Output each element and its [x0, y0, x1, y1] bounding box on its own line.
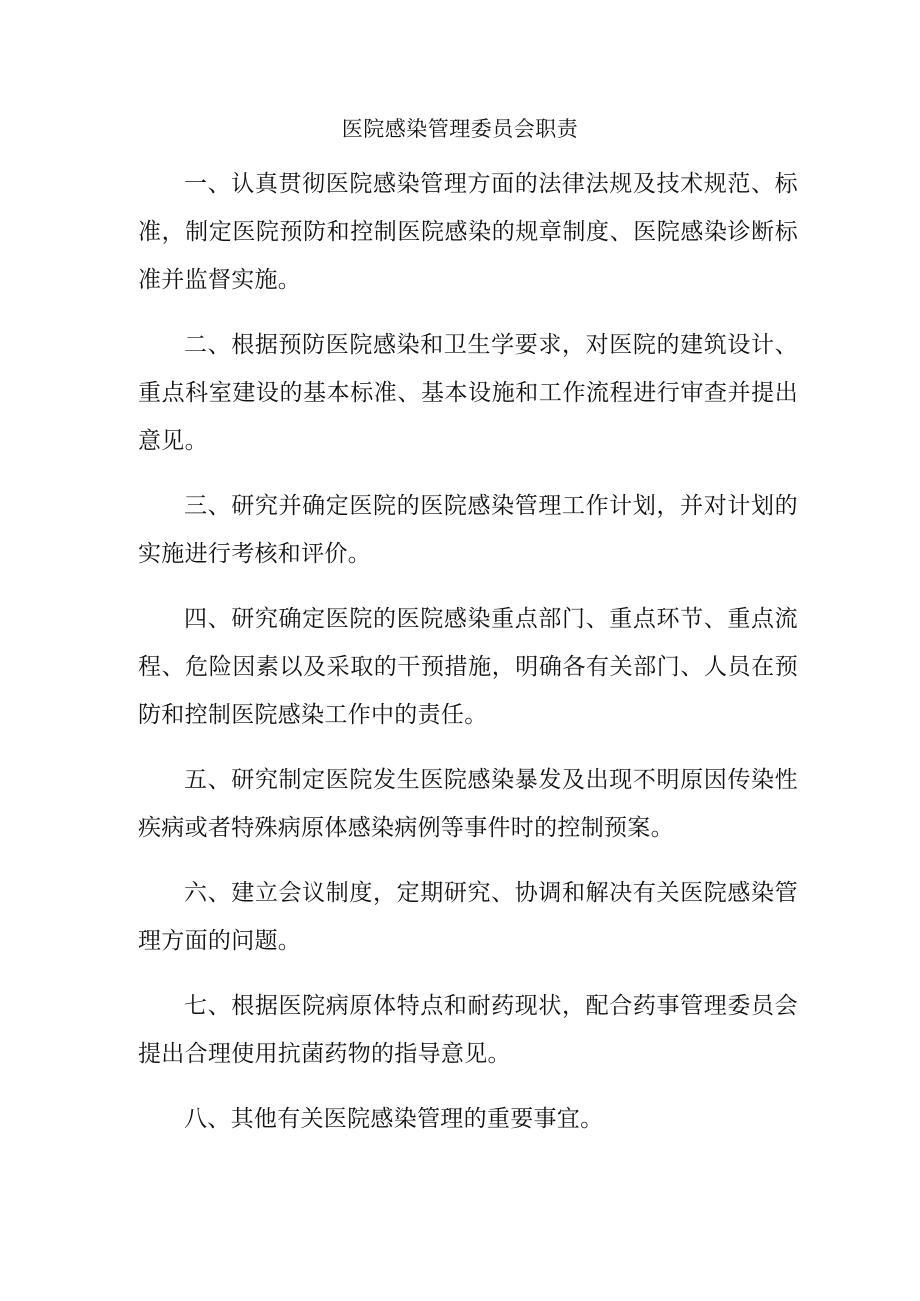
document-body [138, 160, 798, 1160]
duty-paragraph-5: 五、研究制定医院发生医院感染暴发及出现不明原因传染性疾病或者特殊病原体感染病例等事件时的控制预案。 [138, 767, 798, 841]
duty-paragraph-8: 八、其他有关医院感染管理的重要事宜。 [184, 1106, 604, 1132]
duty-paragraph-2: 二、根据预防医院感染和卫生学要求，对医院的建筑设计、重点科室建设的基本标准、基本设施和工作流程进行审查并提出意见。 [138, 332, 798, 454]
duty-paragraph-7: 七、根据医院病原体特点和耐药现状，配合药事管理委员会提出合理使用抗菌药物的指导意见。 [138, 993, 798, 1067]
duty-paragraph-4: 四、研究确定医院的医院感染重点部门、重点环节、重点流程、危险因素以及采取的干预措施，明确各有关部门、人员在预防和控制医院感染工作中的责任。 [138, 606, 798, 728]
duty-paragraph-3: 三、研究并确定医院的医院感染管理工作计划，并对计划的实施进行考核和评价。 [138, 493, 798, 567]
document-title: 医院感染管理委员会职责 [341, 117, 579, 141]
duty-paragraph-1: 一、认真贯彻医院感染管理方面的法律法规及技术规范、标准，制定医院预防和控制医院感染的规章制度、医院感染诊断标准并监督实施。 [138, 171, 798, 293]
duty-paragraph-6: 六、建立会议制度，定期研究、协调和解决有关医院感染管理方面的问题。 [138, 880, 798, 954]
